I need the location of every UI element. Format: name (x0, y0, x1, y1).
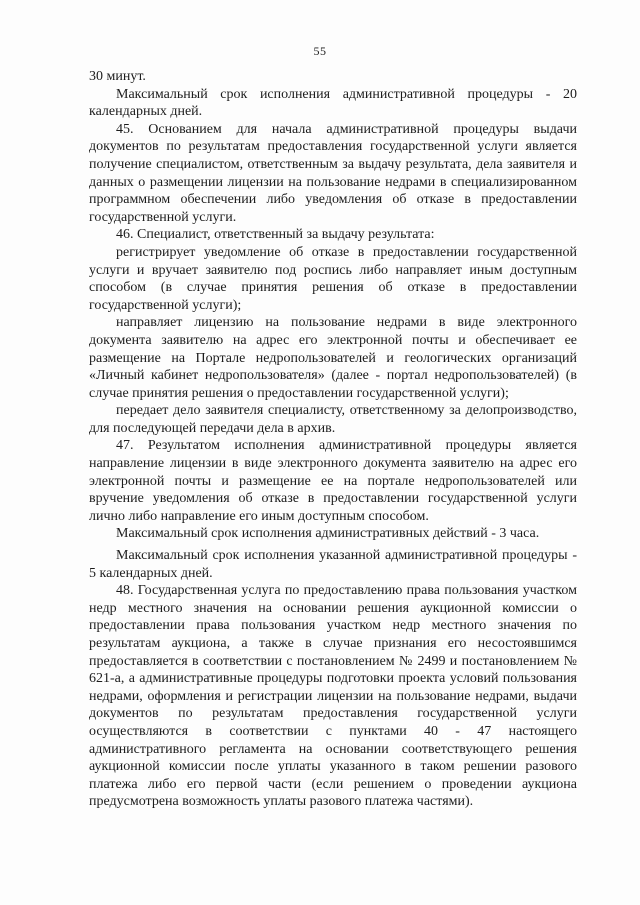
paragraph-47: 47. Результатом исполнения административной процедуры является направление лицензии в виде электронного документа заявителю на адрес его электронной почты и размещение ее на портале недропользователей или вручение уведомления об отказе в предоставлении государственной услуги лично либо направление его иным доступным способом. (89, 438, 577, 524)
paragraph-max-term-3-hours: Максимальный срок исполнения административных действий - 3 часа. (116, 526, 540, 542)
paragraph-46-transfers-case: передает дело заявителя специалисту, ответственному за делопроизводство, для последующей передачи дела в архив. (89, 403, 577, 436)
paragraph-max-term-5-days: Максимальный срок исполнения указанной административной процедуры - 5 календарных дней. (89, 548, 577, 581)
paragraph-46-sends-license: направляет лицензию на пользование недрами в виде электронного документа заявителю на адрес его электронной почты и обеспечивает ее размещение на Портале недропользователей и геологических организаций «Личный кабинет недропользователя» (далее - портал недропользователей) (в случае принятия решения о предоставлении государственной услуги); (89, 315, 577, 401)
paragraph-max-term-20-days: Максимальный срок исполнения административной процедуры - 20 календарных дней. (89, 86, 577, 120)
paragraph-45: 45. Основанием для начала административной процедуры выдачи документов по результатам предоставления государственной услуги является получение специалистом, ответственным за выдачу результата, дела заявителя и данных о размещении лицензии на пользование недрами в специализированном программном обеспечении либо уведомления об отказе в предоставлении государственной услуги. (89, 121, 577, 225)
page-number: 55 (313, 44, 327, 58)
document-body (89, 68, 577, 811)
paragraph-46-registers: регистрирует уведомление об отказе в предоставлении государственной услуги и вручает заявителю под роспись либо направляет иным доступным способом (в случае принятия решения об отказе в предоставлении государственной услуги); (89, 244, 577, 313)
paragraph-46: 46. Специалист, ответственный за выдачу результата: (116, 227, 435, 243)
paragraph-48: 48. Государственная услуга по предоставлению права пользования участком недр местного значения на основании решения аукционной комиссии о предоставлении права пользования участком недр местного значения по результатам аукциона, а также в случае признания его несостоявшимся предоставляется в соответствии с постановлением № 2499 и постановлением № 621-а, а административные процедуры подготовки проекта условий пользования недрами, оформления и регистрации лицензии на пользование недрами, выдачи документов по результатам предоставления государственной услуги осуществляются в соответствии с пунктами 40 - 47 настоящего административного регламента на основании соответствующего решения аукционной комиссии после уплаты указанного в таком решении разового платежа либо его первой части (если решением о проведении аукциона предусмотрена возможность уплаты разового платежа частями). (89, 583, 577, 810)
paragraph-continuation: 30 минут. (89, 69, 146, 84)
